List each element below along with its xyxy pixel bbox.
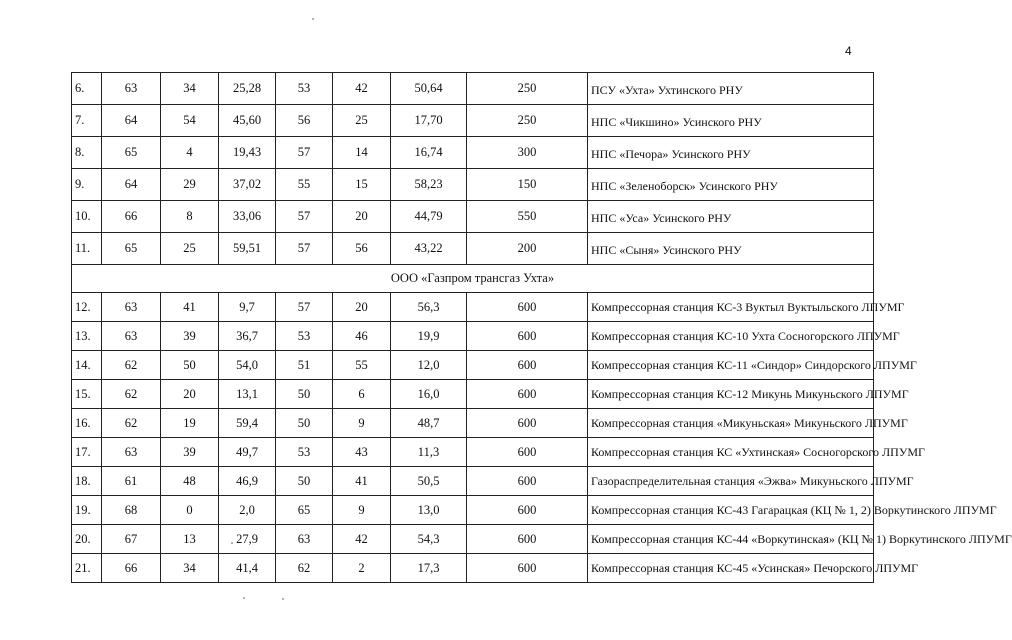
lat-min: 4 [161, 137, 219, 169]
station-name: НПС «Уса» Усинского РНУ [588, 201, 874, 233]
station-name: Компрессорная станция КС «Ухтинская» Сосногорского ЛПУМГ [588, 438, 874, 467]
lon-sec: 17,3 [391, 554, 467, 583]
page-number: 4 [845, 44, 852, 58]
lat-min: 19 [161, 409, 219, 438]
row-number: 21. [72, 554, 102, 583]
table-row [72, 409, 874, 438]
lat-deg: 63 [102, 73, 161, 105]
lon-sec: 11,3 [391, 438, 467, 467]
stations-table [71, 72, 1012, 583]
group-header: ООО «Газпром трансгаз Ухта» [72, 265, 874, 293]
lon-sec: 16,74 [391, 137, 467, 169]
value-cell: 600 [467, 554, 588, 583]
row-number: 16. [72, 409, 102, 438]
lat-sec: 45,60 [219, 105, 276, 137]
row-number: 19. [72, 496, 102, 525]
row-number: 12. [72, 293, 102, 322]
lon-deg: 65 [276, 496, 333, 525]
lon-deg: 57 [276, 293, 333, 322]
lon-min: 9 [333, 496, 391, 525]
lon-deg: 57 [276, 233, 333, 265]
table-row [72, 293, 874, 322]
lon-min: 41 [333, 467, 391, 496]
station-name: Компрессорная станция КС-3 Вуктыл Вуктыльского ЛПУМГ [588, 293, 874, 322]
value-cell: 550 [467, 201, 588, 233]
row-number: 9. [72, 169, 102, 201]
lon-sec: 19,9 [391, 322, 467, 351]
lon-sec: 58,23 [391, 169, 467, 201]
lat-sec: 36,7 [219, 322, 276, 351]
row-number: 6. [72, 73, 102, 105]
station-name: НПС «Печора» Усинского РНУ [588, 137, 874, 169]
lon-min: 20 [333, 201, 391, 233]
lat-deg: 64 [102, 105, 161, 137]
lat-sec: 41,4 [219, 554, 276, 583]
station-name: Компрессорная станция «Микуньская» Микуньского ЛПУМГ [588, 409, 874, 438]
lon-sec: 50,64 [391, 73, 467, 105]
value-cell: 600 [467, 525, 588, 554]
table-group [72, 265, 874, 293]
row-number: 15. [72, 380, 102, 409]
lat-min: 48 [161, 467, 219, 496]
lat-min: 50 [161, 351, 219, 380]
lon-deg: 50 [276, 409, 333, 438]
value-cell: 600 [467, 438, 588, 467]
station-name: Компрессорная станция КС-11 «Синдор» Синдорского ЛПУМГ [588, 351, 874, 380]
row-number: 14. [72, 351, 102, 380]
lat-deg: 65 [102, 137, 161, 169]
lat-deg: 62 [102, 409, 161, 438]
value-cell: 150 [467, 169, 588, 201]
lat-min: 0 [161, 496, 219, 525]
table-row [72, 322, 874, 351]
value-cell: 250 [467, 105, 588, 137]
value-cell: 600 [467, 467, 588, 496]
lon-deg: 57 [276, 201, 333, 233]
table-body-bottom [72, 293, 1012, 583]
row-number: 18. [72, 467, 102, 496]
value-cell: 250 [467, 73, 588, 105]
lat-sec: 59,4 [219, 409, 276, 438]
lat-min: 39 [161, 322, 219, 351]
lat-sec: 2,0 [219, 496, 276, 525]
lon-deg: 53 [276, 73, 333, 105]
lon-sec: 16,0 [391, 380, 467, 409]
lat-min: 20 [161, 380, 219, 409]
table-body-top [72, 73, 874, 265]
row-number: 8. [72, 137, 102, 169]
lat-deg: 67 [102, 525, 161, 554]
station-name: Компрессорная станция КС-44 «Воркутинская» (КЦ № 1) Воркутинского ЛПУМГ [588, 525, 874, 554]
lon-min: 42 [333, 73, 391, 105]
lat-min: 34 [161, 73, 219, 105]
station-name: НПС «Сыня» Усинского РНУ [588, 233, 874, 265]
lat-deg: 62 [102, 351, 161, 380]
lat-sec: 54,0 [219, 351, 276, 380]
lat-deg: 62 [102, 380, 161, 409]
row-number: 13. [72, 322, 102, 351]
group-row [72, 265, 874, 293]
station-name: НПС «Чикшино» Усинского РНУ [588, 105, 874, 137]
table-row [72, 380, 874, 409]
table-row [72, 351, 874, 380]
lat-sec: 9,7 [219, 293, 276, 322]
station-name: НПС «Зеленоборск» Усинского РНУ [588, 169, 874, 201]
table-row [72, 201, 874, 233]
lat-min: 41 [161, 293, 219, 322]
table-row [72, 438, 874, 467]
lon-sec: 17,70 [391, 105, 467, 137]
lat-deg: 68 [102, 496, 161, 525]
table-row [72, 496, 874, 525]
value-cell: 200 [467, 233, 588, 265]
table-row [72, 105, 874, 137]
lat-min: 39 [161, 438, 219, 467]
lon-deg: 63 [276, 525, 333, 554]
lon-min: 9 [333, 409, 391, 438]
lat-min: 13 [161, 525, 219, 554]
table-row [72, 169, 874, 201]
lat-sec: 19,43 [219, 137, 276, 169]
lon-min: 55 [333, 351, 391, 380]
lon-deg: 50 [276, 380, 333, 409]
station-name: Газораспределительная станция «Эжва» Микуньского ЛПУМГ [588, 467, 874, 496]
lon-min: 43 [333, 438, 391, 467]
table-row [72, 73, 874, 105]
lat-sec: 46,9 [219, 467, 276, 496]
lat-min: 34 [161, 554, 219, 583]
lat-deg: 63 [102, 293, 161, 322]
lon-min: 20 [333, 293, 391, 322]
row-number: 17. [72, 438, 102, 467]
table-row [72, 525, 874, 554]
value-cell: 600 [467, 380, 588, 409]
lon-sec: 12,0 [391, 351, 467, 380]
lon-min: 42 [333, 525, 391, 554]
row-number: 11. [72, 233, 102, 265]
lat-deg: 66 [102, 201, 161, 233]
lon-sec: 56,3 [391, 293, 467, 322]
value-cell: 600 [467, 293, 588, 322]
lon-sec: 50,5 [391, 467, 467, 496]
table-row [72, 467, 874, 496]
value-cell: 600 [467, 351, 588, 380]
lon-deg: 55 [276, 169, 333, 201]
lon-min: 14 [333, 137, 391, 169]
value-cell: 600 [467, 322, 588, 351]
lat-min: 25 [161, 233, 219, 265]
table-row [72, 233, 874, 265]
lat-sec: 27,9 [219, 525, 276, 554]
value-cell: 600 [467, 409, 588, 438]
lat-deg: 61 [102, 467, 161, 496]
lat-sec: 37,02 [219, 169, 276, 201]
lat-sec: 33,06 [219, 201, 276, 233]
station-name: Компрессорная станция КС-12 Микунь Микуньского ЛПУМГ [588, 380, 874, 409]
table-row [72, 137, 874, 169]
lon-deg: 51 [276, 351, 333, 380]
lon-sec: 54,3 [391, 525, 467, 554]
lon-min: 25 [333, 105, 391, 137]
lat-deg: 64 [102, 169, 161, 201]
value-cell: 600 [467, 496, 588, 525]
scan-speck [282, 598, 284, 600]
lon-deg: 50 [276, 467, 333, 496]
lat-min: 54 [161, 105, 219, 137]
lon-min: 6 [333, 380, 391, 409]
lat-sec: 49,7 [219, 438, 276, 467]
table-row [72, 554, 874, 583]
row-number: 20. [72, 525, 102, 554]
lon-deg: 62 [276, 554, 333, 583]
lon-min: 15 [333, 169, 391, 201]
lat-deg: 65 [102, 233, 161, 265]
lon-deg: 57 [276, 137, 333, 169]
row-number: 7. [72, 105, 102, 137]
station-name: Компрессорная станция КС-10 Ухта Сосногорского ЛПУМГ [588, 322, 874, 351]
lat-deg: 63 [102, 322, 161, 351]
lat-min: 8 [161, 201, 219, 233]
value-cell: 300 [467, 137, 588, 169]
lon-min: 46 [333, 322, 391, 351]
lon-deg: 53 [276, 438, 333, 467]
lon-sec: 43,22 [391, 233, 467, 265]
lon-sec: 48,7 [391, 409, 467, 438]
scan-speck [312, 18, 314, 20]
lon-min: 2 [333, 554, 391, 583]
lat-sec: 25,28 [219, 73, 276, 105]
lon-sec: 13,0 [391, 496, 467, 525]
lon-sec: 44,79 [391, 201, 467, 233]
scan-speck [243, 597, 245, 599]
lon-deg: 56 [276, 105, 333, 137]
lon-min: 56 [333, 233, 391, 265]
row-number: 10. [72, 201, 102, 233]
station-name: ПСУ «Ухта» Ухтинского РНУ [588, 73, 874, 105]
lon-deg: 53 [276, 322, 333, 351]
lat-sec: 59,51 [219, 233, 276, 265]
lat-sec: 13,1 [219, 380, 276, 409]
lat-deg: 66 [102, 554, 161, 583]
lat-min: 29 [161, 169, 219, 201]
station-name: Компрессорная станция КС-45 «Усинская» Печорского ЛПУМГ [588, 554, 874, 583]
station-name: Компрессорная станция КС-43 Гагарацкая (КЦ № 1, 2) Воркутинского ЛПУМГ [588, 496, 874, 525]
lat-deg: 63 [102, 438, 161, 467]
